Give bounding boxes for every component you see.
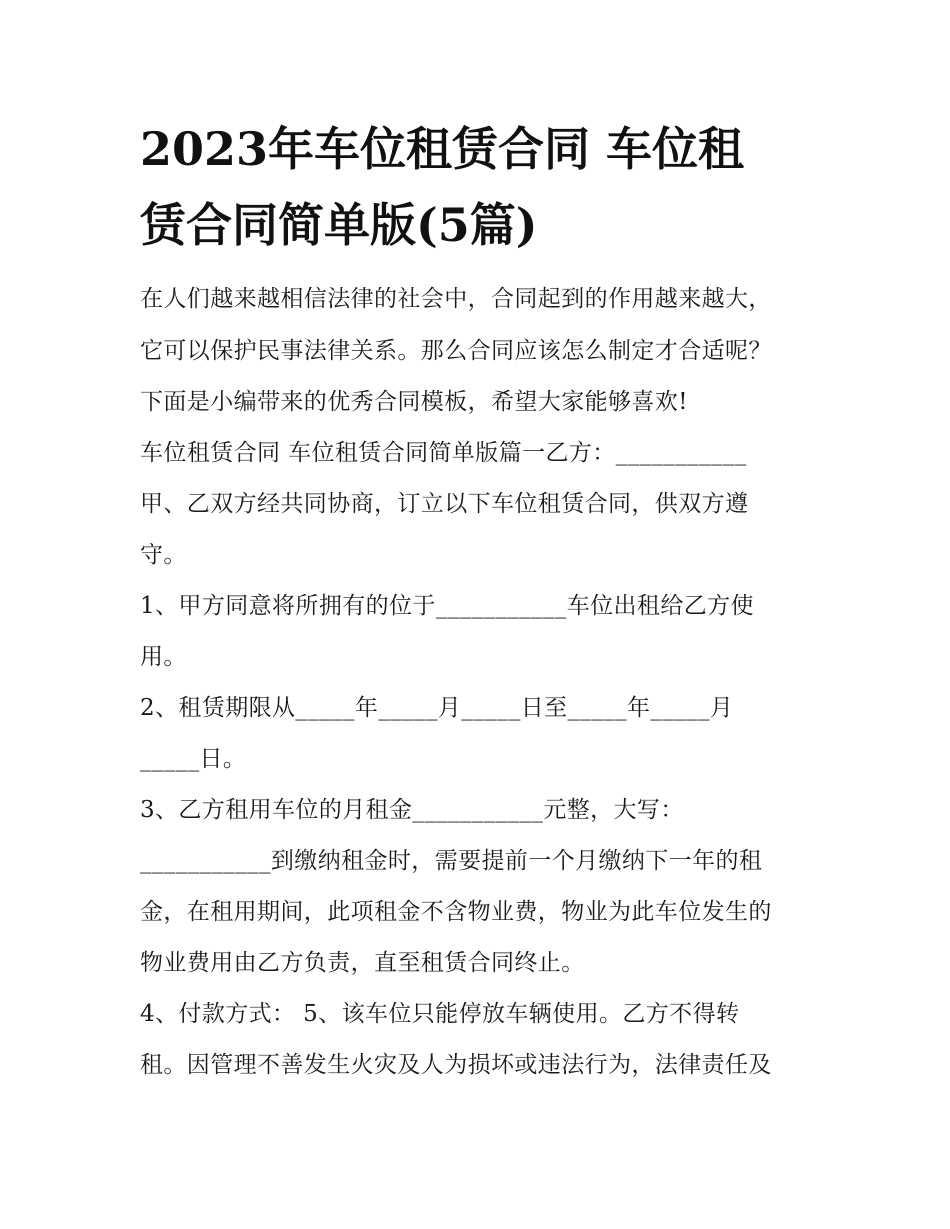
clause-4-5-line-1: 4、付款方式： 5、该车位只能停放车辆使用。乙方不得转 bbox=[140, 1001, 740, 1027]
clause-3-line-3: 金，在租用期间，此项租金不含物业费，物业为此车位发生的 bbox=[140, 899, 772, 925]
section-heading-line: 车位租赁合同 车位租赁合同简单版篇一乙方：___________ bbox=[140, 440, 747, 466]
document-title-line-1: 2023年车位租赁合同 车位租 bbox=[140, 122, 745, 176]
clause-2-line-2: _____日。 bbox=[140, 746, 247, 772]
agreement-line-1: 甲、乙双方经共同协商，订立以下车位租赁合同，供双方遵 bbox=[140, 491, 749, 517]
clause-5-line-2: 租。因管理不善发生火灾及人为损坏或违法行为，法律责任及 bbox=[140, 1052, 772, 1078]
clause-3-line-2: ___________到缴纳租金时，需要提前一个月缴纳下一年的租 bbox=[140, 848, 763, 874]
intro-line-1: 在人们越来越相信法律的社会中，合同起到的作用越来越大， bbox=[140, 286, 772, 312]
document-title-line-2: 赁合同简单版(5篇) bbox=[140, 198, 538, 252]
agreement-line-2: 守。 bbox=[140, 542, 187, 568]
intro-line-2: 它可以保护民事法律关系。那么合同应该怎么制定才合适呢？ bbox=[140, 338, 772, 364]
clause-3-line-4: 物业费用由乙方负责，直至租赁合同终止。 bbox=[140, 950, 585, 976]
clause-1-line-1: 1、甲方同意将所拥有的位于___________车位出租给乙方使 bbox=[140, 593, 754, 619]
clause-1-line-2: 用。 bbox=[140, 644, 187, 670]
intro-line-3: 下面是小编带来的优秀合同模板，希望大家能够喜欢! bbox=[140, 389, 688, 415]
clause-3-line-1: 3、乙方租用车位的月租金___________元整，大写： bbox=[140, 797, 684, 823]
clause-2-line-1: 2、租赁期限从_____年_____月_____日至_____年_____月 bbox=[140, 695, 734, 721]
